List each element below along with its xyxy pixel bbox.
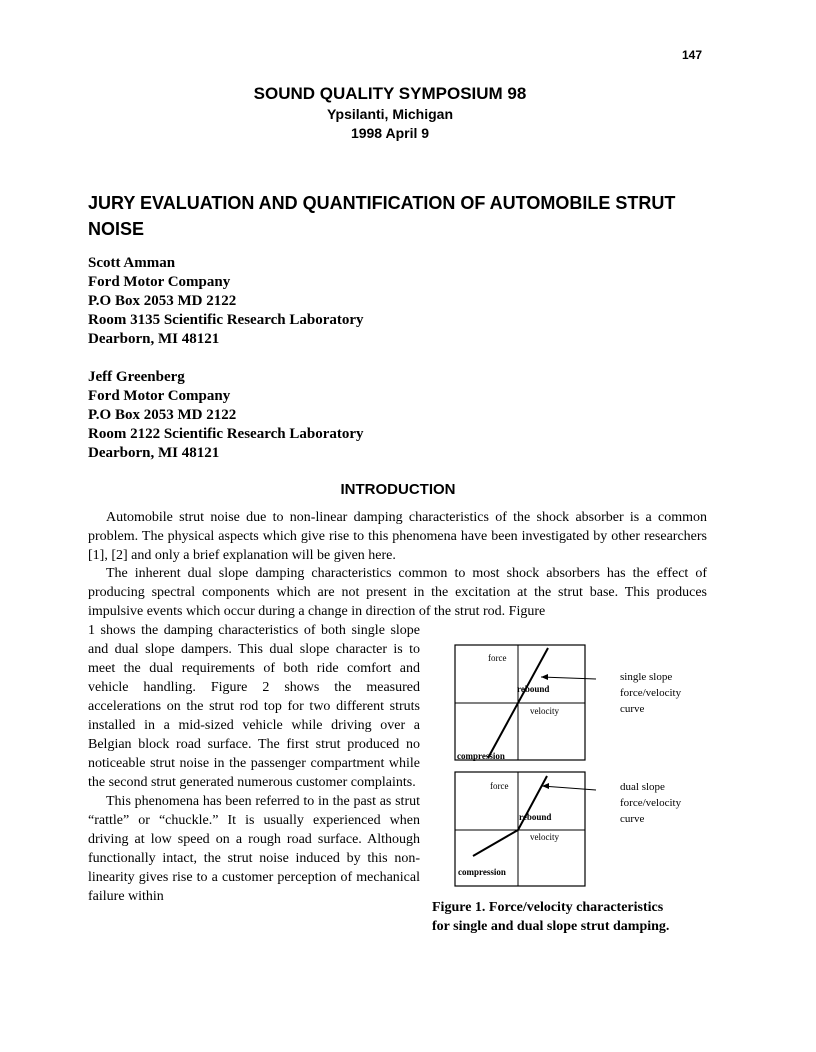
author-company: Ford Motor Company: [88, 274, 231, 290]
author-room: Room 2122 Scientific Research Laboratory: [88, 426, 364, 442]
single-arrow-head: [541, 674, 548, 680]
author-block: [88, 368, 364, 463]
author-po-box: P.O Box 2053 MD 2122: [88, 293, 237, 309]
dual-slope-diagram: [455, 772, 682, 886]
author-city: Dearborn, MI 48121: [88, 331, 220, 347]
intro-paragraph-1: Automobile strut noise due to non-linear damping characteristics of the shock absorber is a common problem. The physical aspects which give rise to this phenomena have been investigated by other researchers [1], [2] and only a brief explanation will be given here.: [88, 510, 707, 563]
single-annotation-line3: curve: [620, 703, 645, 715]
dual-annotation-line1: dual slope: [620, 781, 665, 793]
left-column-text: [88, 621, 420, 906]
author-room: Room 3135 Scientific Research Laboratory: [88, 312, 364, 328]
page-number: 147: [682, 48, 703, 62]
dual-force-label: force: [490, 781, 509, 791]
figure-caption-line2: for single and dual slope strut damping.: [432, 919, 670, 934]
section-heading-introduction: INTRODUCTION: [340, 481, 456, 498]
author-name: Jeff Greenberg: [88, 369, 185, 385]
figure-caption: [432, 898, 722, 936]
intro-paragraph-2-continued: 1 shows the damping characteristics of both single slope and dual slope dampers. This dual slope character is to meet the dual requirements of both ride comfort and vehicle handling. Figure 2 shows the measured accelerations on the strut rod top for two different struts installed in a mid-sized vehicle while driving over a Belgian block road surface. The first strut produced no noticeable strut noise in the passenger compartment while the second strut generated numerous customer complaints.: [88, 623, 420, 790]
dual-annotation-line2: force/velocity: [620, 797, 682, 809]
single-compression-label: compression: [457, 751, 505, 761]
intro-paragraph-2: The inherent dual slope damping characteristics common to most shock absorbers has the effect of producing spectral components which are not present in the excitation at the strut base. This produces impulsive events which occur during a change in direction of the strut rod. Figure: [88, 566, 707, 619]
single-force-label: force: [488, 653, 507, 663]
author-po-box: P.O Box 2053 MD 2122: [88, 407, 237, 423]
single-rebound-label: rebound: [517, 684, 550, 694]
single-annotation-line1: single slope: [620, 671, 673, 683]
figure-caption-line1: Figure 1. Force/velocity characteristics: [432, 900, 664, 915]
single-velocity-label: velocity: [530, 706, 559, 716]
single-slope-diagram: [455, 645, 682, 761]
dual-velocity-label: velocity: [530, 832, 559, 842]
dual-compression-label: compression: [458, 867, 506, 877]
dual-annotation-arrow: [542, 786, 596, 790]
single-annotation-line2: force/velocity: [620, 687, 682, 699]
author-company: Ford Motor Company: [88, 388, 231, 404]
symposium-date: 1998 April 9: [350, 125, 430, 141]
author-block: [88, 254, 364, 349]
intro-paragraph-3: This phenomena has been referred to in the past as strut “rattle” or “chuckle.” It is usually experienced when driving at low speed on a rough road surface. Although functionally intact, the strut noise induced by this non-linearity gives rise to a customer perception of mechanical failure within: [88, 794, 420, 904]
paper-title: JURY EVALUATION AND QUANTIFICATION OF AUTOMOBILE STRUT NOISE: [88, 193, 676, 239]
symposium-title: SOUND QUALITY SYMPOSIUM 98: [253, 84, 527, 103]
figure-force-velocity: [448, 640, 718, 890]
dual-annotation-line3: curve: [620, 813, 645, 825]
single-annotation-arrow: [541, 677, 596, 679]
symposium-location: Ypsilanti, Michigan: [326, 106, 454, 122]
author-city: Dearborn, MI 48121: [88, 445, 220, 461]
author-name: Scott Amman: [88, 255, 176, 271]
dual-rebound-label: rebound: [519, 812, 552, 822]
